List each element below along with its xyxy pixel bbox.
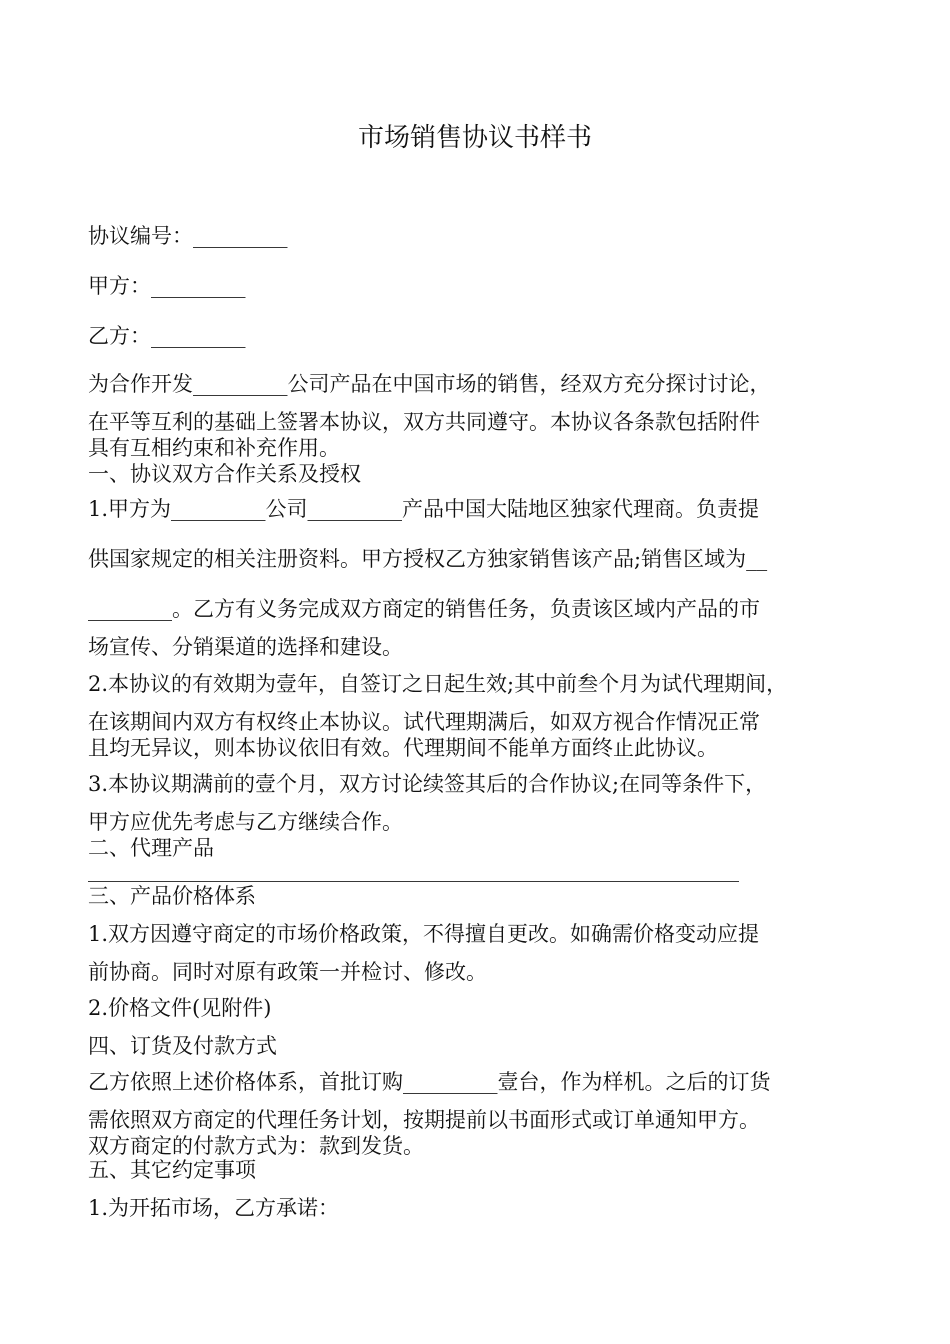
product-blank-line: ______________________________________________________________ (88, 858, 739, 882)
clause-1-3-line-1: 3.本协议期满前的壹个月，双方讨论续签其后的合作协议;在同等条件下， (88, 772, 767, 796)
clause-1-2-line-2: 在该期间内双方有权终止本协议。试代理期满后，如双方视合作情况正常 (88, 710, 760, 734)
section-5-heading: 五、其它约定事项 (88, 1158, 256, 1182)
clause-5-1-line: 1.为开拓市场，乙方承诺： (88, 1196, 340, 1220)
clause-1-1-line-4: 场宣传、分销渠道的选择和建设。 (88, 635, 403, 659)
clause-1-2-line-1: 2.本协议的有效期为壹年，自签订之日起生效;其中前叁个月为试代理期间， (88, 672, 788, 696)
document-title: 市场销售协议书样书 (357, 123, 592, 153)
preamble-line-3: 具有互相约束和补充作用。 (88, 436, 340, 460)
section-2-heading: 二、代理产品 (88, 836, 214, 860)
preamble-line-1: 为合作开发_________公司产品在中国市场的销售，经双方充分探讨讨论， (88, 372, 771, 396)
clause-1-1-line-1: 1.甲方为_________公司_________产品中国大陆地区独家代理商。负责提 (88, 497, 760, 521)
section-4-heading: 四、订货及付款方式 (88, 1034, 277, 1058)
party-a-line: 甲方：_________ (88, 274, 246, 298)
clause-1-1-line-2: 供国家规定的相关注册资料。甲方授权乙方独家销售该产品;销售区域为__ (88, 547, 768, 571)
section-4-line-1: 乙方依照上述价格体系，首批订购_________壹台，作为样机。之后的订货 (88, 1070, 771, 1094)
agreement-number-line: 协议编号：_________ (88, 224, 288, 248)
clause-1-3-line-2: 甲方应优先考虑与乙方继续合作。 (88, 810, 403, 834)
section-4-line-2: 需依照双方商定的代理任务计划，按期提前以书面形式或订单通知甲方。 (88, 1108, 760, 1132)
clause-3-1-line-2: 前协商。同时对原有政策一并检讨、修改。 (88, 960, 487, 984)
clause-3-2-line: 2.价格文件(见附件) (88, 996, 272, 1020)
clause-3-1-line-1: 1.双方因遵守商定的市场价格政策，不得擅自更改。如确需价格变动应提 (88, 922, 760, 946)
party-b-line: 乙方：_________ (88, 324, 246, 348)
section-4-line-3: 双方商定的付款方式为：款到发货。 (88, 1134, 424, 1158)
preamble-line-2: 在平等互利的基础上签署本协议，双方共同遵守。本协议各条款包括附件 (88, 410, 760, 434)
clause-1-2-line-3: 且均无异议，则本协议依旧有效。代理期间不能单方面终止此协议。 (88, 736, 718, 760)
section-3-heading: 三、产品价格体系 (88, 884, 256, 908)
clause-1-1-line-3: ________。乙方有义务完成双方商定的销售任务，负责该区域内产品的市 (88, 597, 760, 621)
section-1-heading: 一、协议双方合作关系及授权 (88, 462, 361, 486)
